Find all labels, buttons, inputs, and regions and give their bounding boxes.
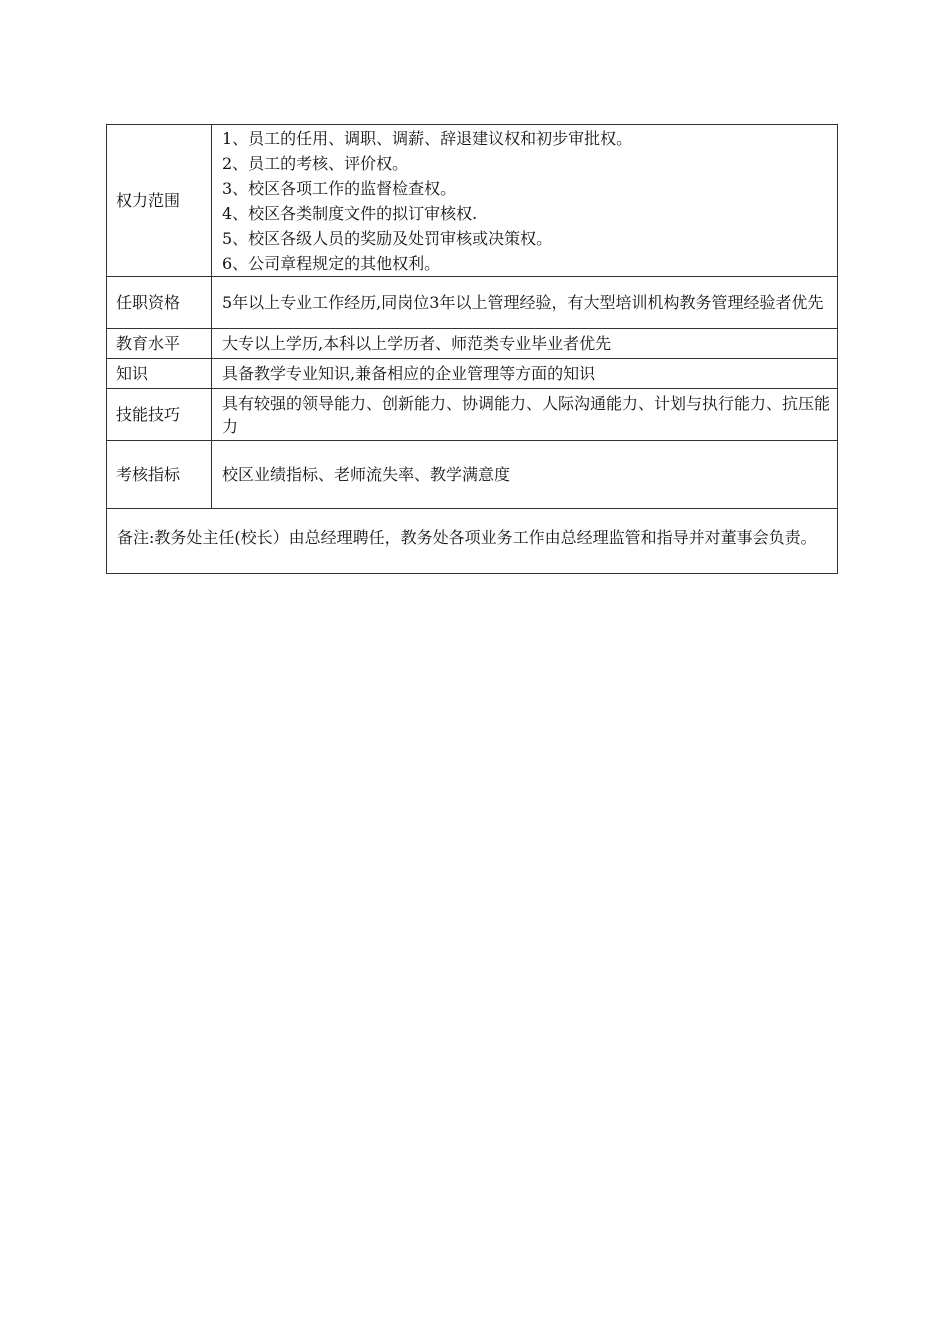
qualification-content xyxy=(212,277,838,329)
table-row-kpi xyxy=(107,441,838,509)
authority-item-3: 3、校区各项工作的监督检查权。 xyxy=(222,179,457,198)
authority-item-4: 4、校区各类制度文件的拟订审核权. xyxy=(222,204,478,223)
note-content: 备注:教务处主任(校长）由总经理聘任，教务处各项业务工作由总经理监管和指导并对董事会负责。 xyxy=(107,509,838,574)
table-row-note xyxy=(107,509,838,574)
table-row-authority xyxy=(107,125,838,277)
skills-content xyxy=(212,389,838,441)
education-label: 教育水平 xyxy=(107,329,212,359)
authority-item-5: 5、校区各级人员的奖励及处罚审核或决策权。 xyxy=(222,229,553,248)
authority-label: 权力范围 xyxy=(107,125,212,277)
kpi-content: 校区业绩指标、老师流失率、教学满意度 xyxy=(212,441,838,509)
authority-content xyxy=(212,125,838,277)
table-row-knowledge xyxy=(107,359,838,389)
education-content: 大专以上学历,本科以上学历者、师范类专业毕业者优先 xyxy=(212,329,838,359)
skills-label: 技能技巧 xyxy=(107,389,212,441)
kpi-label: 考核指标 xyxy=(107,441,212,509)
skills-text: 具有较强的领导能力、创新能力、协调能力、人际沟通能力、计划与执行能力、抗压能力 xyxy=(222,393,831,436)
qualification-label: 任职资格 xyxy=(107,277,212,329)
authority-item-6: 6、公司章程规定的其他权利。 xyxy=(222,254,441,273)
table-row-education xyxy=(107,329,838,359)
job-description-table xyxy=(106,124,838,574)
knowledge-content: 具备教学专业知识,兼备相应的企业管理等方面的知识 xyxy=(212,359,838,389)
table-row-skills xyxy=(107,389,838,441)
authority-item-1: 1、员工的任用、调职、调薪、辞退建议权和初步审批权。 xyxy=(222,129,633,148)
knowledge-label: 知识 xyxy=(107,359,212,389)
table-row-qualification xyxy=(107,277,838,329)
qualification-text: 5年以上专业工作经历,同岗位3年以上管理经验，有大型培训机构教务管理经验者优先 xyxy=(222,293,824,312)
authority-item-2: 2、员工的考核、评价权。 xyxy=(222,154,409,173)
